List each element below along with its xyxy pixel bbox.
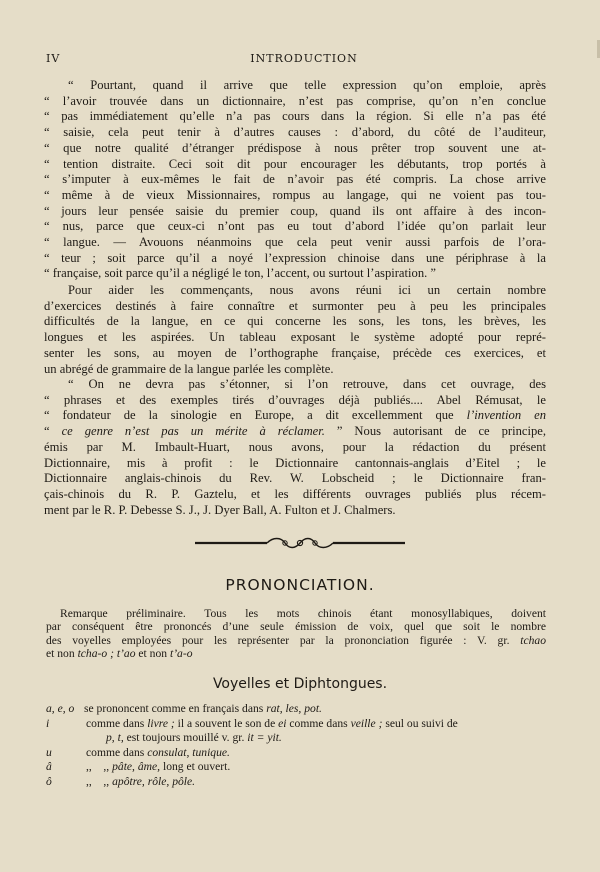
desc-text: comme dans	[286, 716, 351, 730]
text-line: Dictionnaire, mis à profit : le Dictionnaire cantonnais-anglais d’Eitel ; le	[44, 455, 546, 470]
text-line: Dictionnaire anglais-chinois du Rev. W. Lobscheid ; le Dictionnaire fran-	[44, 471, 546, 486]
desc-text: ,, ,,	[86, 774, 113, 788]
page-header	[44, 52, 564, 68]
text-line: “ nus, parce que ceux-ci n’ont pas eu tout d’abord l’idée qu’on parlait leur	[44, 219, 546, 234]
example-word: tcha-o ; t’ao	[77, 647, 136, 661]
exercises-paragraph	[44, 283, 546, 377]
vowel-row	[46, 775, 556, 790]
vowel-row	[46, 717, 556, 732]
vowel-desc	[106, 731, 282, 746]
line-text: des voyelles employées pour les représenter par la prononciation figurée : V. gr.	[46, 633, 521, 647]
example-word: livre ;	[147, 716, 175, 730]
text-line: “ Pourtant, quand il arrive que telle expression qu’on emploie, après	[68, 78, 546, 92]
vowel-desc	[86, 717, 458, 732]
text-line: par conséquent être prononcés d’une seule émission de voix, quel que soit le nombre	[46, 620, 546, 634]
example-word: t’a-o	[169, 647, 193, 661]
desc-text: se prononcent comme en français dans	[84, 702, 267, 715]
quote-paragraph	[44, 78, 546, 282]
text-line: d’exercices destinés à faire connaître et surmonter peu à peu les principales	[44, 298, 546, 313]
vowel-desc	[84, 702, 322, 717]
text-line: Remarque préliminaire. Tous les mots chinois étant monosyllabiques, doivent	[60, 607, 546, 620]
text-line: ment par le R. P. Debesse S. J., J. Dyer Ball, A. Fulton et J. Chalmers.	[44, 502, 396, 517]
desc-text: comme dans	[86, 745, 148, 759]
example-word: p, t,	[106, 731, 124, 745]
section-title: PRONONCIATION.	[225, 576, 375, 594]
text-line: “ langue. — Avouons néanmoins que cela peut venir aussi parfois de l’ora-	[44, 235, 546, 250]
text-line: difficultés de la langue, en ce qui concerne les sons, les tons, les brèves, les	[44, 314, 546, 329]
line-text: ” Nous autorisant de ce principe,	[324, 424, 546, 439]
vowel-key: u	[46, 745, 52, 759]
vowel-desc	[86, 775, 195, 790]
italic-quote: ce genre n’est pas un mérite à réclamer.	[61, 424, 325, 439]
example-word: apôtre, rôle, pôle.	[112, 774, 196, 788]
vowel-row	[46, 746, 556, 761]
text-line: “ saisie, cela peut tenir à d’autres causes : d’abord, du côté de l’auditeur,	[44, 125, 546, 140]
example-word: it = yit.	[247, 731, 282, 745]
text-line: “ teur ; soit parce qu’il a noyé l’expression chinoise dans une périphrase à la	[44, 250, 546, 265]
example-word: veille ;	[350, 716, 383, 730]
italic-quote: l’invention en	[466, 408, 546, 423]
desc-text: seul ou suivi de	[382, 716, 458, 730]
text-line: “ phrases et des exemples tirés d’ouvrages déjà publiés.... Abel Rémusat, le	[44, 392, 546, 407]
example-word: ei	[278, 716, 287, 730]
example-word: rat, les, pot.	[266, 702, 322, 715]
page-number: IV	[46, 52, 61, 65]
text-line: un abrégé de grammaire de la langue parlée les complète.	[44, 361, 334, 376]
text-line: “ s’imputer à eux-mêmes le fait de n’avoir pas été compris. La chose arrive	[44, 172, 546, 187]
text-line: “ pas immédiatement qu’elle n’a pas cours dans la région. Si elle n’a pas été	[44, 109, 546, 124]
preliminary-remark	[46, 607, 546, 661]
text-line: émis par M. Imbault-Huart, nous avons, pour la rédaction du présent	[44, 439, 546, 454]
text-line: “ même à de vieux Missionnaires, rompus au langage, qui ne voient pas tou-	[44, 187, 546, 202]
desc-text: long et ouvert.	[160, 760, 231, 774]
sources-paragraph	[44, 377, 546, 518]
text-line: “ tention distraite. Ceci soit dit pour encourager les débutants, trop portés à	[44, 156, 546, 171]
text-line	[46, 647, 546, 660]
line-text: “ fondateur de la sinologie en Europe, a dit excellemment que	[44, 408, 467, 423]
line-text: “	[44, 424, 62, 439]
text-line: çais-chinois du R. P. Gaztelu, et les différents ouvrages publiés plus récem-	[44, 486, 546, 501]
text-line: longues et les aspirées. Un tableau exposant le système adopté pour repré-	[44, 330, 546, 345]
vowel-row	[46, 760, 556, 775]
desc-text: est toujours mouillé v. gr.	[123, 731, 248, 745]
desc-text: comme dans	[86, 716, 148, 730]
text-line: “ française, soit parce qu’il a négligé le ton, l’accent, ou surtout l’aspiration. ”	[44, 266, 437, 281]
desc-text: il a souvent le son de	[174, 716, 279, 730]
vowel-key: a, e, o	[46, 702, 75, 715]
text-line	[44, 424, 546, 440]
example-word: tchao	[520, 633, 546, 647]
running-title: INTRODUCTION	[250, 52, 358, 65]
line-text: et non	[46, 647, 78, 661]
text-line: “ jours leur pensée saisie du premier coup, quand ils ont affaire à des incon-	[44, 203, 546, 218]
vowel-row	[46, 731, 556, 746]
text-line	[46, 634, 546, 647]
text-line: Pour aider les commençants, nous avons réuni ici un certain nombre	[68, 283, 546, 297]
vowel-desc	[86, 746, 230, 761]
vowel-desc	[86, 760, 230, 775]
line-text: et non	[135, 647, 170, 661]
vowel-key: ô	[46, 774, 52, 788]
text-line: “ On ne devra pas s’étonner, si l’on retrouve, dans cet ouvrage, des	[68, 377, 546, 391]
example-word: consulat, tunique.	[147, 745, 230, 759]
text-line: senter les sons, au moyen de l’orthographe française, précède ces exercices, et	[44, 345, 546, 360]
text-line: “ l’avoir trouvée dans un dictionnaire, n’est pas comprise, qu’on n’en conclue	[44, 93, 546, 108]
ornament-divider-icon	[195, 536, 405, 550]
vowel-row	[46, 702, 556, 717]
text-line	[44, 408, 546, 424]
example-word: pâte, âme,	[112, 760, 161, 774]
vowel-table	[46, 702, 556, 790]
subsection-title: Voyelles et Diphtongues.	[212, 676, 388, 692]
desc-text: ,, ,,	[86, 760, 113, 774]
vowel-key: i	[46, 716, 50, 730]
vowel-key: â	[46, 760, 52, 774]
text-line: “ que notre qualité d’étranger prédispose à nous prêter trop souvent une at-	[44, 140, 546, 155]
